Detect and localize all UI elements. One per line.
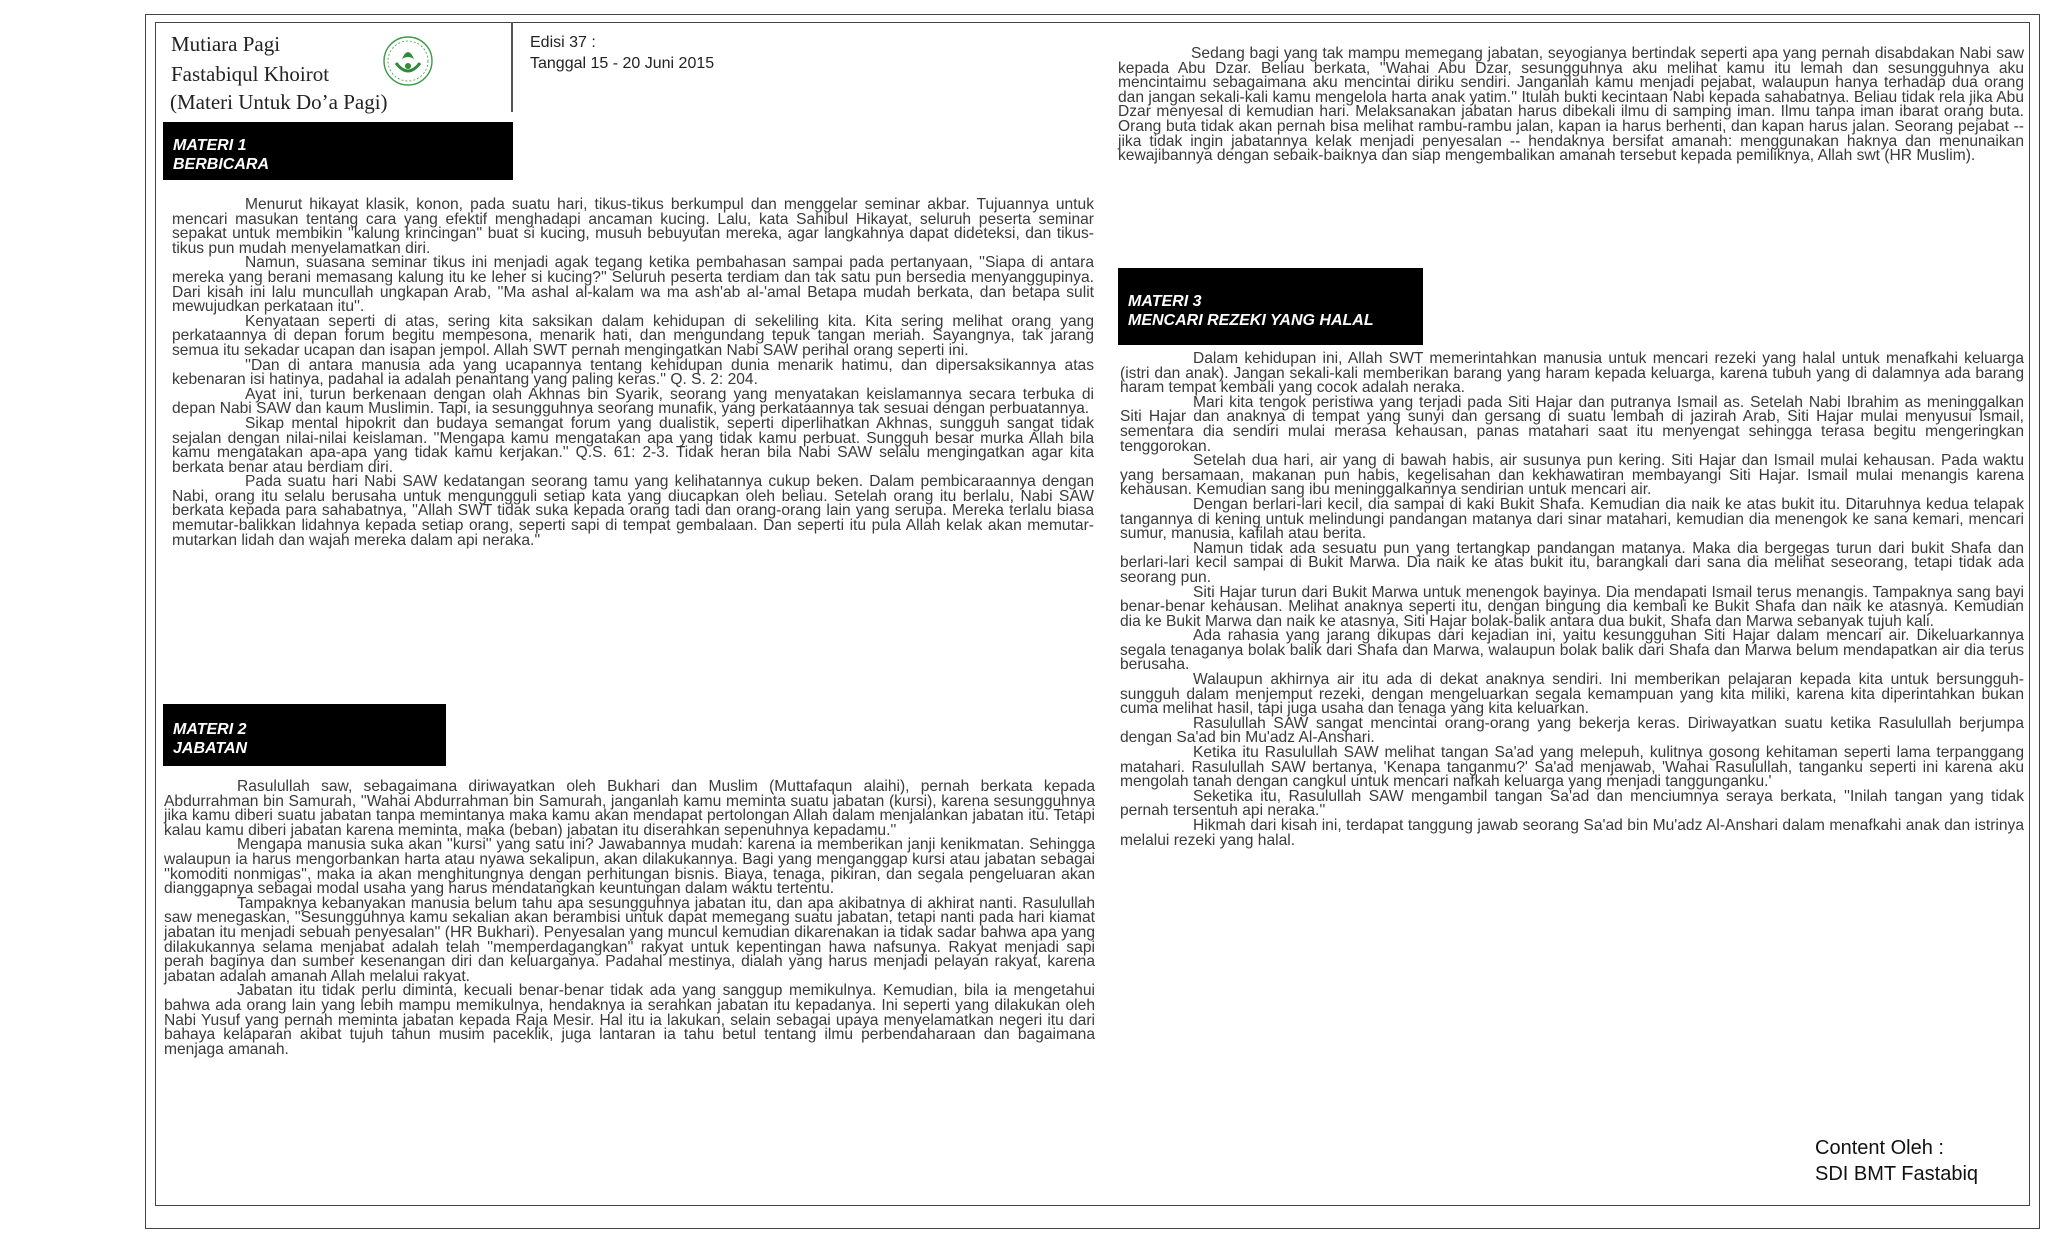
paragraph: Namun tidak ada sesuatu pun yang tertangkap pandangan matanya. Maka dia bergegas turun dari bukit Shafa dan berlari-lari kecil sampai di Bukit Marwa. Dia naik ke atas bukit itu, barangkali dari sana dia melihat seseorang, tetapi tidak ada seorang pun. <box>1120 539 2024 586</box>
paragraph: Jabatan itu tidak perlu diminta, kecuali benar-benar tidak ada yang sanggup memikulnya. Kemudian, bila ia mengetahui bahwa ada orang lain yang lebih mampu memikulnya, hendaknya ia serahkan jabatan itu kepadanya. Ini seperti yang dilakukan oleh Nabi Yusuf yang pernah meminta jabatan kepada Raja Mesir. Hal itu ia lakukan, selain sebagai upaya menyelamatkan negeri itu dari bahaya kelaparan akibat tujuh tahun musim paceklik, juga lantaran ia tahu betul tentang ilmu perbendaharaan dan bagaimana menjaga amanah. <box>164 982 1095 1058</box>
article-jabatan-continued <box>1118 47 2024 164</box>
paragraph: Pada suatu hari Nabi SAW kedatangan seorang tamu yang kelihatannya cukup beken. Dalam pembicaraannya dengan Nabi, orang itu selalu berusaha untuk mengungguli setiap kata yang diucapkan oleh beliau. Setelah orang itu berlalu, Nabi SAW berkata kepada para sahabatnya, ''Allah SWT tidak suka kepada orang tadi dan orang-orang lain yang serupa. Mereka terlalu biasa memutar-balikkan lidahnya kepada setiap orang, seperti sapi di tempat gembalaan. Dan seperti itu pula Allah kelak akan memutar-mutarkan lidah dan wajah mereka dalam api neraka.'' <box>172 473 1094 549</box>
paragraph: Seketika itu, Rasulullah SAW mengambil tangan Sa'ad dan menciumnya seraya berkata, ''Inilah tangan yang tidak pernah tersentuh api neraka.'' <box>1120 787 2024 820</box>
section-number: MATERI 3 <box>1128 293 1202 310</box>
paragraph: Setelah dua hari, air yang di bawah habis, air susunya pun kering. Siti Hajar dan Ismail mulai kehausan. Pada waktu yang bersamaan, makanan pun habis, kegelisahan dan kekhawatiran membayangi Siti Hajar. Ismail mulai menangis karena kehausan. Kemudian sang ibu meninggalkannya sendirian untuk mencari air. <box>1120 452 2024 499</box>
edition-date: Tanggal 15 - 20 Juni 2015 <box>530 55 715 72</box>
paragraph: Sedang bagi yang tak mampu memegang jabatan, seyogianya bertindak seperti apa yang pernah disabdakan Nabi saw kepada Abu Dzar. Beliau berkata, ''Wahai Abu Dzar, sesungguhnya aku melihat kamu itu lemah dan sesungguhnya aku mencintaimu sebagaimana aku mencintai diriku sendiri. Janganlah kamu menjadi pejabat, walaupun hanya terhadap dua orang dan jangan sekali-kali kamu mengelola harta anak yatim.'' Itulah bukti kecintaan Nabi kepada sahabatnya. Beliau tidak rela jika Abu Dzar menyesal di kemudian hari. Melaksanakan jabatan harus dibekali ilmu di samping iman. Ilmu tanpa iman ibarat orang buta. Orang buta tidak akan pernah bisa melihat rambu-rambu jalan, kapan ia harus berhenti, dan kapan harus jalan. Seorang pejabat -- jika tidak ingin jabatannya kelak menjadi penyesalan -- hendaknya bersifat amanah: menggunakan haknya dan menunaikan kewajibannya dengan sebaik-baiknya dan siap mengembalikan amanah tersebut kepada pemiliknya, Allah swt (HR Muslim). <box>1118 45 2024 165</box>
section-heading-materi-3 <box>1118 268 1423 345</box>
section-heading-materi-1 <box>163 122 513 180</box>
paragraph: Dalam kehidupan ini, Allah SWT memerintahkan manusia untuk mencari rezeki yang halal untuk menafkahi keluarga (istri dan anak). Jangan sekali-kali memberikan barang yang haram kepada keluarga, karena tubuh yang di dalamnya ada barang haram tempat kembali yang cocok adalah neraka. <box>1120 350 2024 397</box>
credit-organization: SDI BMT Fastabiq <box>1815 1163 1979 1185</box>
paragraph: Rasulullah saw, sebagaimana diriwayatkan oleh Bukhari dan Muslim (Muttafaqun alaihi), pernah berkata kepada Abdurrahman bin Samurah, ''Wahai Abdurrahman bin Samurah, janganlah kamu meminta suatu jabatan (kursi), karena sesungguhnya jika kamu diberi suatu jabatan tanpa memintanya maka kamu akan mendapat pertolongan Allah dalam menjalankan jabatan itu. Tetapi kalau kamu diberi jabatan karena meminta, maka (beban) jabatan itu diserahkan sepenuhnya kepadamu.'' <box>164 778 1095 839</box>
masthead-divider <box>511 22 513 112</box>
paragraph: Dengan berlari-lari kecil, dia sampai di kaki Bukit Shafa. Kemudian dia naik ke atas bukit itu. Ditaruhnya kedua telapak tangannya di kening untuk melindungi pandangan matanya dari sinar matahari, kemudian dia menengok ke sana kemari, mencari sumur, manusia, kafilah atau berita. <box>1120 495 2024 543</box>
paragraph: Menurut hikayat klasik, konon, pada suatu hari, tikus-tikus berkumpul dan menggelar seminar akbar. Tujuannya untuk mencari masukan tentang cara yang efektif menghadapi ancaman kucing. Lalu, kata Sahibul Hikayat, seluruh peserta seminar sepakat untuk membikin ''kalung krincingan'' buat si kucing, musuh bebuyutan mereka, agar langkahnya dapat dideteksi, dan tikus-tikus pun mudah menyelamatkan diri. <box>172 196 1094 257</box>
paragraph: Namun, suasana seminar tikus ini menjadi agak tegang ketika pembahasan sampai pada pertanyaan, ''Siapa di antara mereka yang berani memasang kalung itu ke leher si kucing?'' Seluruh peserta terdiam dan tak satu pun bersedia menyanggupinya. Dari kisah ini lalu muncullah ungkapan Arab, ''Ma ashal al-kalam wa ma ash'ab al-'amal Betapa mudah berkata, dan betapa sulit mewujudkan perkataan itu''. <box>172 254 1094 316</box>
edition-info <box>530 32 714 74</box>
paragraph: Mari kita tengok peristiwa yang terjadi pada Siti Hajar dan putranya Ismail as. Setelah Nabi Ibrahim as meninggalkan Siti Hajar dan anaknya di tempat yang sunyi dan gersang di suatu lembah di jazirah Arab, Siti Hajar mulai menyusui Ismail, sementara dia sendiri mulai merasa kehausan, panas matahari saat itu menyengat sehingga terasa begitu mengeringkan tenggorokan. <box>1120 393 2024 455</box>
section-number: MATERI 2 <box>173 721 247 738</box>
content-credit <box>1815 1135 1978 1187</box>
paragraph: Kenyataan seperti di atas, sering kita saksikan dalam kehidupan di sekeliling kita. Kita sering melihat orang yang perkataannya di depan forum begitu mempesona, menarik hati, dan mengundang tepuk tangan meriah. Sayangnya, tak jarang semua itu sekadar ucapan dan isapan jempol. Allah SWT pernah mengingatkan Nabi SAW perihal orang seperti ini. <box>172 312 1094 359</box>
masthead <box>170 30 510 114</box>
article-berbicara <box>172 198 1094 548</box>
paragraph: Tampaknya kebanyakan manusia belum tahu apa sesungguhnya jabatan itu, dan apa akibatnya di akhirat nanti. Rasulullah saw menegaskan, ''Sesungguhnya kamu sekalian akan berambisi untuk dapat memegang suatu jabatan, tetapi nanti pada hari kiamat jabatan itu menjadi sebuah penyesalan'' (HR Bukhari). Penyesalan yang muncul kemudian dikarenakan ia tidak sadar bahwa apa yang dilakukannya selama menjabat adalah telah ''memperdagangkan'' rakyat untuk kepentingan hawa nafsunya. Rakyat menjadi sapi perah baginya dan sumber kesenangan diri dan keluarganya. Padahal mestinya, dialah yang harus menjadi pelayan rakyat, karena jabatan adalah amanah Allah melalui rakyat. <box>164 894 1095 985</box>
article-jabatan <box>164 780 1095 1057</box>
section-title: JABATAN <box>173 740 248 757</box>
article-rezeki-halal <box>1120 352 2024 848</box>
credit-label: Content Oleh : <box>1815 1137 1944 1159</box>
paragraph: Rasulullah SAW sangat mencintai orang-orang yang bekerja keras. Diriwayatkan suatu ketika Rasulullah berjumpa dengan Sa'ad bin Mu'adz Al-Anshari. <box>1120 714 2024 747</box>
paragraph: Walaupun akhirnya air itu ada di dekat anaknya sendiri. Ini memberikan pelajaran kepada kita untuk bersungguh-sungguh dalam menjemput rezeki, dengan mengeluarkan segala kemampuan yang kita miliki, karena kita diperintahkan bukan cuma melihat hasil, tapi juga usaha dan tenaga yang kita keluarkan. <box>1120 671 2024 718</box>
bulletin-tagline: (Materi Untuk Do’a Pagi) <box>170 90 388 114</box>
paragraph: ''Dan di antara manusia ada yang ucapannya tentang kehidupan dunia menarik hatimu, dan dipersaksikannya atas kebenaran isi hatinya, padahal ia adalah penantang yang paling keras.'' Q. S. 2: 204. <box>172 356 1094 389</box>
paragraph: Mengapa manusia suka akan ''kursi'' yang satu ini? Jawabannya mudah: karena ia memberikan janji kenikmatan. Sehingga walaupun ia harus mengorbankan harta atau nyawa sekalipun, akan dilakukannya. Bagi yang menganggap kursi atau jabatan sebagai ''komoditi nonmigas'', maka ia akan menghitungnya dengan perhitungan bisnis. Biaya, tenaga, pikiran, dan segala pengeluaran akan dianggapnya sebagai modal usaha yang harus mendatangkan keuntungan dalam waktu tertentu. <box>164 836 1095 898</box>
paragraph: Hikmah dari kisah ini, terdapat tanggung jawab seorang Sa'ad bin Mu'adz Al-Anshari dalam menafkahi anak dan istrinya melalui rezeki yang halal. <box>1120 817 2024 849</box>
paragraph: Ketika itu Rasulullah SAW melihat tangan Sa'ad yang melepuh, kulitnya gosong kehitaman seperti lama terpanggang matahari. Rasulullah SAW bertanya, 'Kenapa tanganmu?' Sa'ad menjawab, 'Wahai Rasulullah, tanganku seperti ini karena aku mengolah tanah dengan cangkul untuk mencari nafkah keluarga yang menjadi tanggunganku.' <box>1120 744 2024 791</box>
bulletin-subtitle: Fastabiqul Khoirot <box>171 62 330 86</box>
fastabiq-logo-icon <box>382 35 434 87</box>
paragraph: Sikap mental hipokrit dan budaya semangat forum yang dualistik, seperti diperlihatkan Akhnas, sungguh sangat tidak sejalan dengan nilai-nilai keislaman. ''Mengapa kamu mengatakan apa yang tidak kamu perbuat. Sungguh besar murka Allah bila kamu mengatakan apa-apa yang tidak kamu kerjakan.'' Q.S. 61: 2-3. Tidak heran bila Nabi SAW selalu mengingatkan agar kita berkata benar atau berdiam diri. <box>172 414 1094 476</box>
section-title: BERBICARA <box>173 156 269 173</box>
bulletin-title: Mutiara Pagi <box>171 32 281 56</box>
section-number: MATERI 1 <box>173 137 247 154</box>
edition-number: Edisi 37 : <box>530 34 596 51</box>
paragraph: Ayat ini, turun berkenaan dengan olah Akhnas bin Syarik, seorang yang menyatakan keislamannya secara terbuka di depan Nabi SAW dan kaum Muslimin. Tapi, ia sesungguhnya seorang munafik, yang perkataannya tak sesuai dengan perbuatannya. <box>172 385 1094 418</box>
paragraph: Ada rahasia yang jarang dikupas dari kejadian ini, yaitu kesungguhan Siti Hajar dalam mencari air. Dikeluarkannya segala tenaganya bolak balik dari Shafa dan Marwa, walaupun bolak balik dari Shafa dan Marwa belum mendapatkan air dia terus berusaha. <box>1120 627 2024 674</box>
section-heading-materi-2 <box>163 704 446 766</box>
section-title: MENCARI REZEKI YANG HALAL <box>1128 312 1374 329</box>
paragraph: Siti Hajar turun dari Bukit Marwa untuk menengok bayinya. Dia mendapati Ismail terus menangis. Tampaknya sang bayi benar-benar kehausan. Melihat anaknya seperti itu, dengan bingung dia kembali ke Bukit Shafa dan naik ke atasnya. Kemudian dia ke Bukit Marwa dan naik ke atasnya, Siti Hajar bolak-balik antara dua bukit, Shafa dan Marwa sebanyak tujuh kali. <box>1120 583 2024 630</box>
